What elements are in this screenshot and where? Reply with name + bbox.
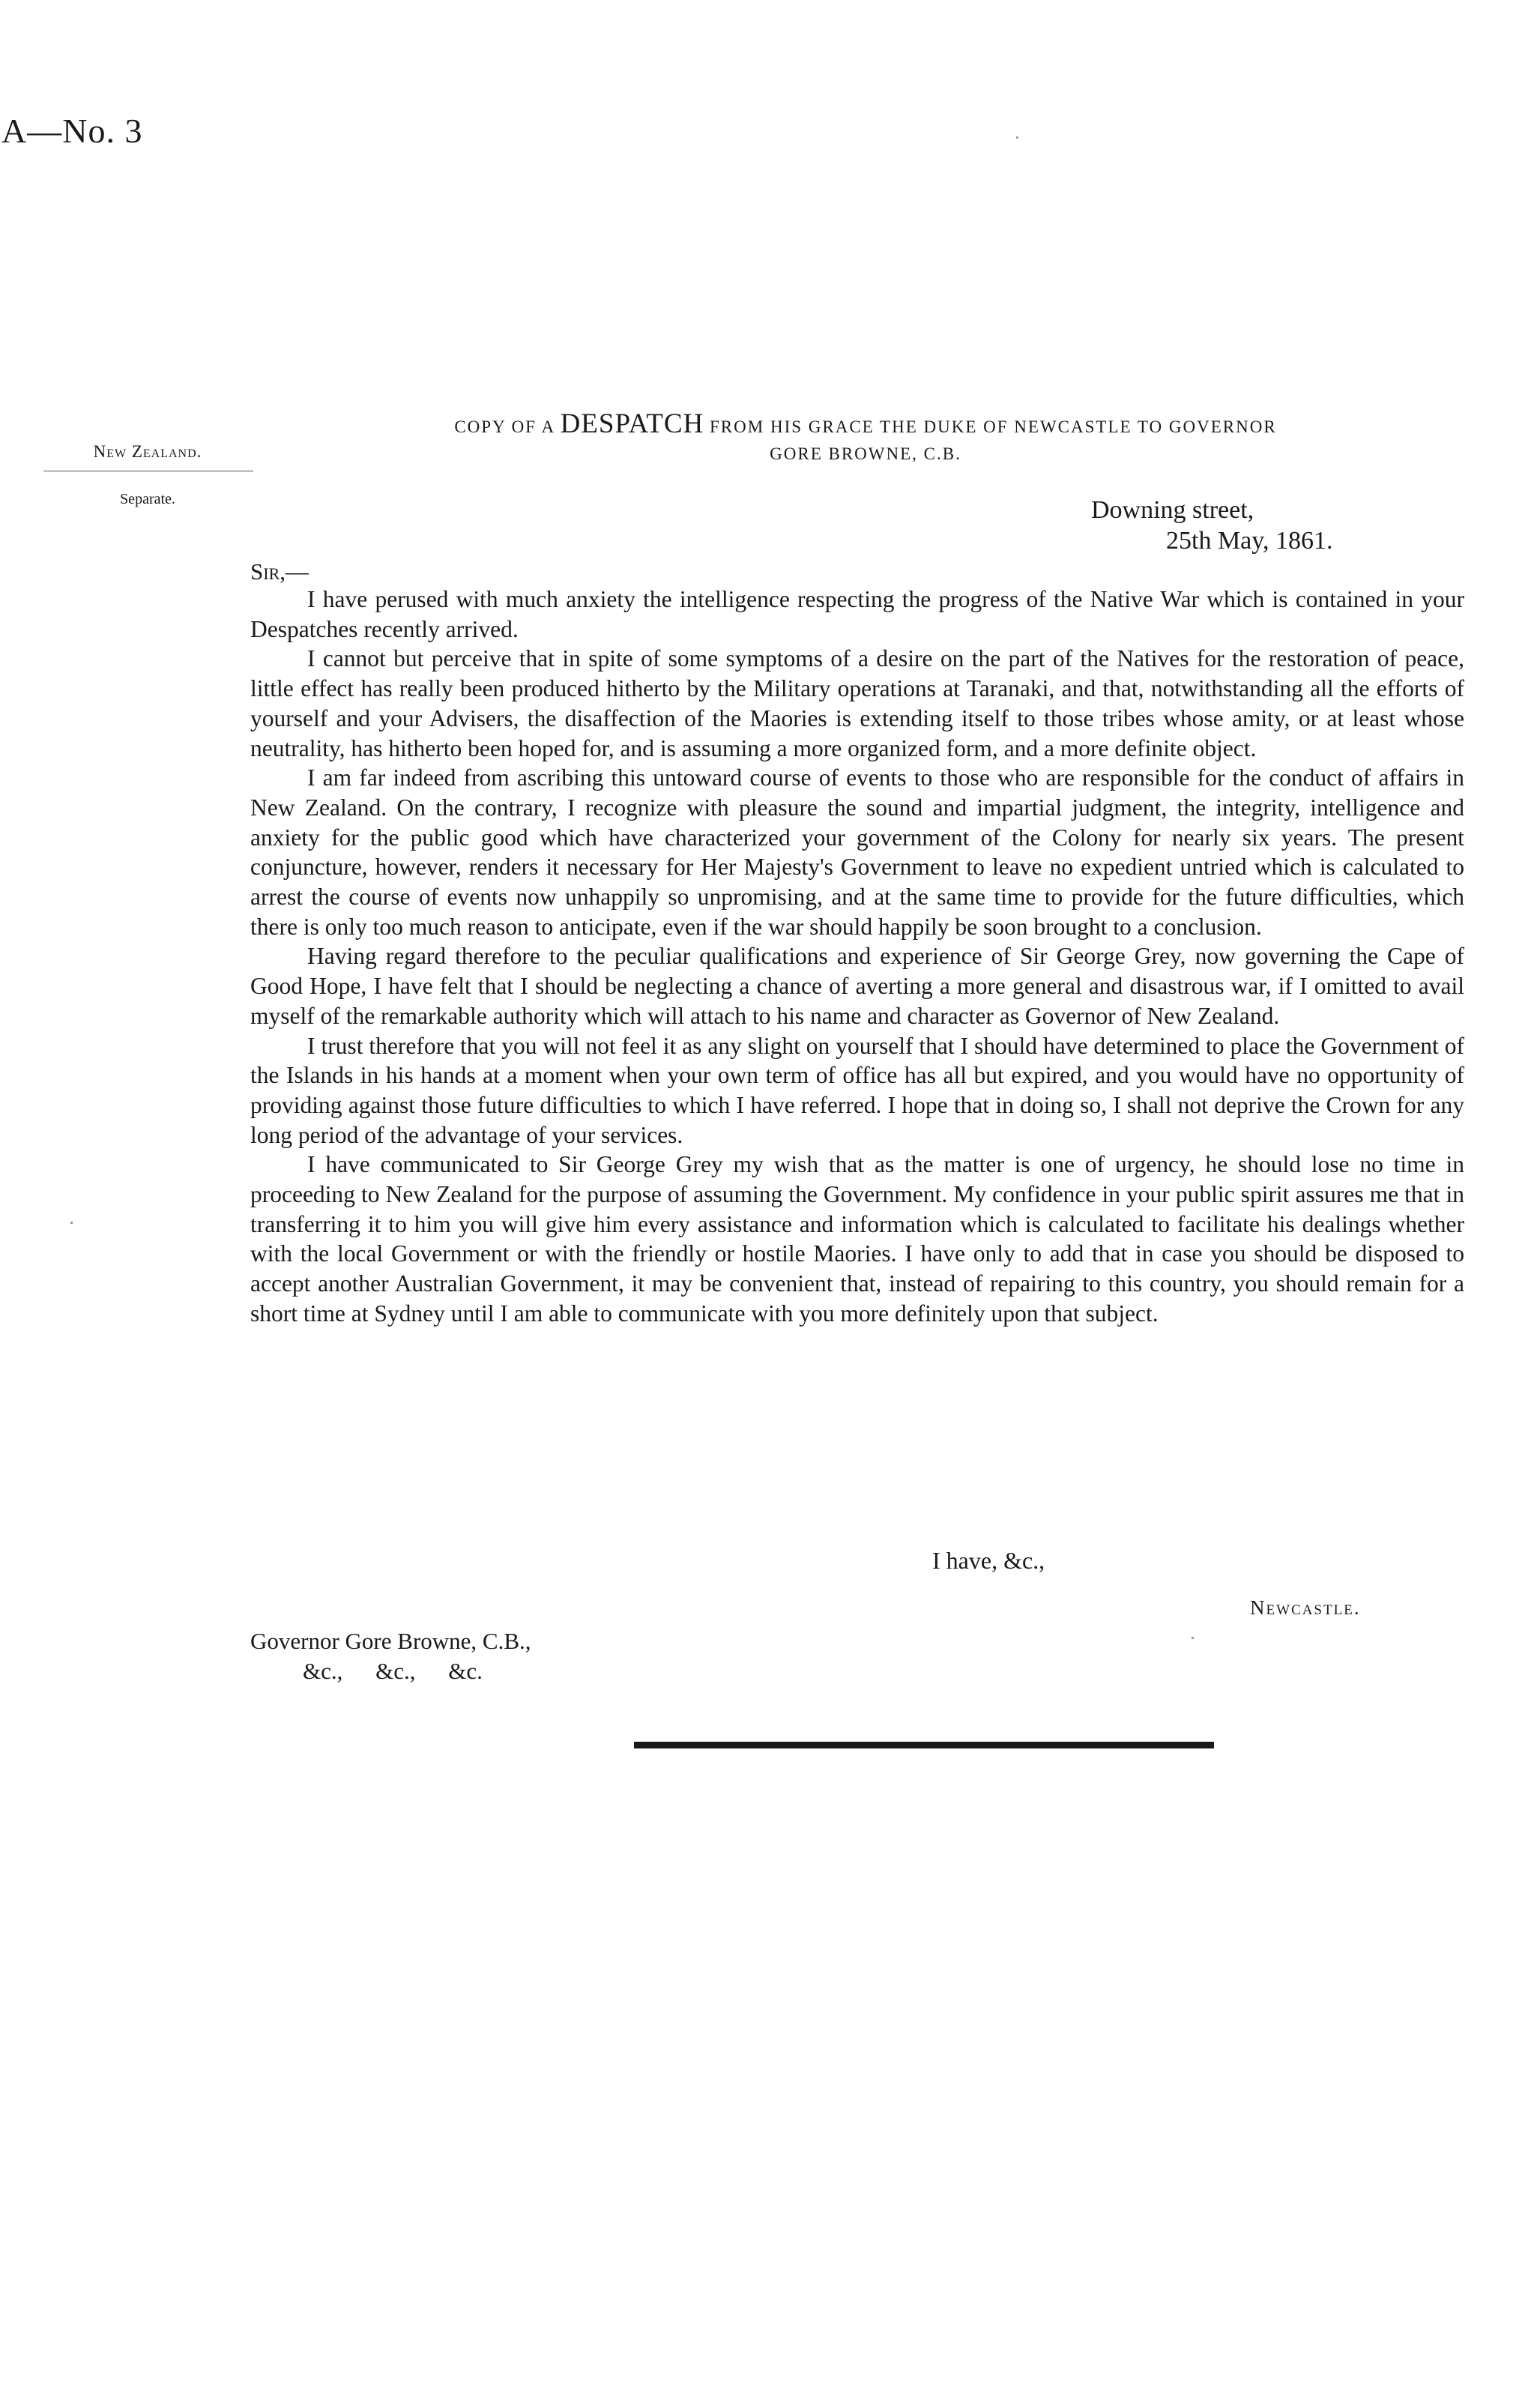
signature: Newcastle.	[1250, 1596, 1361, 1619]
paper-speck	[70, 1222, 73, 1224]
heading-line-2: GORE BROWNE, C.B.	[770, 444, 961, 463]
dateline	[1091, 495, 1333, 556]
paragraph: I cannot but perceive that in spite of some symptoms of a desire on the part of the Natives for the restoration of peace, little effect has really been produced hitherto by the Military operations at Taranaki, and that, notwithstanding all the efforts of yourself and your Advisers, the disaffection of the Maories is extending itself to those tribes whose amity, or at least whose neutrality, has hitherto been hoped for, and is assuming a more organized form, and a more definite object.	[250, 645, 1464, 761]
heading-keyword: DESPATCH	[560, 408, 704, 439]
heading-prefix: COPY OF A	[454, 417, 555, 436]
paper-speck	[1016, 136, 1018, 139]
closing-formula: I have, &c.,	[932, 1547, 1045, 1574]
end-rule	[634, 1742, 1214, 1748]
paragraph: I have communicated to Sir George Grey my wish that as the matter is one of urgency, he should lose no time in proceeding to New Zealand for the purpose of assuming the Government. My confidence in your public spirit assures me that in transferring it to him you will give him every assistance and information which is calculated to facilitate his dealings whether with the local Government or with the friendly or hostile Maories. I have only to add that in case you should be disposed to accept another Australian Government, it may be convenient that, instead of repairing to this country, you should remain for a short time at Sydney until I am able to communicate with you more definitely upon that subject.	[250, 1151, 1464, 1327]
paragraph: I trust therefore that you will not feel it as any slight on yourself that I should have determined to place the Government of the Islands in his hands at a moment when your own term of office has all but expired, and you would have no opportunity of providing against those future difficulties to which I have referred. I hope that in doing so, I shall not deprive the Crown for any long period of the advantage of your services.	[250, 1032, 1464, 1148]
dateline-date: 25th May, 1861.	[1166, 527, 1333, 555]
paper-speck	[1192, 1637, 1194, 1639]
addressee-etc: &c., &c., &c.	[303, 1658, 483, 1684]
addressee-name: Governor Gore Browne, C.B.,	[250, 1628, 531, 1654]
despatch-heading	[315, 408, 1416, 468]
heading-line1-rest: FROM HIS GRACE THE DUKE OF NEWCASTLE TO GOVERNOR	[710, 417, 1277, 436]
margin-separate-note: Separate.	[120, 491, 175, 507]
paragraph: Having regard therefore to the peculiar qualifications and experience of Sir George Grey, now governing the Cape of Good Hope, I have felt that I should be neglecting a chance of averting a more general and disastrous war, if I omitted to avail myself of the remarkable authority which will attach to his name and character as Governor of New Zealand.	[250, 943, 1464, 1029]
paragraph: I am far indeed from ascribing this untoward course of events to those who are responsible for the conduct of affairs in New Zealand. On the contrary, I recognize with pleasure the sound and impartial judgment, the integrity, intelligence and anxiety for the public good which have characterized your government of the Colony for nearly six years. The present conjuncture, however, renders it necessary for Her Majesty's Government to leave no expedient untried which is calculated to arrest the course of events now unhappily so unpromising, and at the same time to provide for the future difficulties, which there is only too much reason to anticipate, even if the war should happily be soon brought to a conclusion.	[250, 764, 1464, 940]
addressee-block	[250, 1626, 531, 1686]
paragraph: I have perused with much anxiety the intelligence respecting the progress of the Native War which is contained in your Despatches recently arrived.	[250, 586, 1464, 642]
dateline-place: Downing street,	[1091, 496, 1254, 524]
salutation: Sir,—	[250, 558, 309, 585]
letter-body	[250, 585, 1464, 1329]
margin-colony-label: New Zealand.	[93, 442, 202, 461]
page-id: A—No. 3	[1, 112, 143, 150]
heading-line-1	[315, 408, 1416, 441]
